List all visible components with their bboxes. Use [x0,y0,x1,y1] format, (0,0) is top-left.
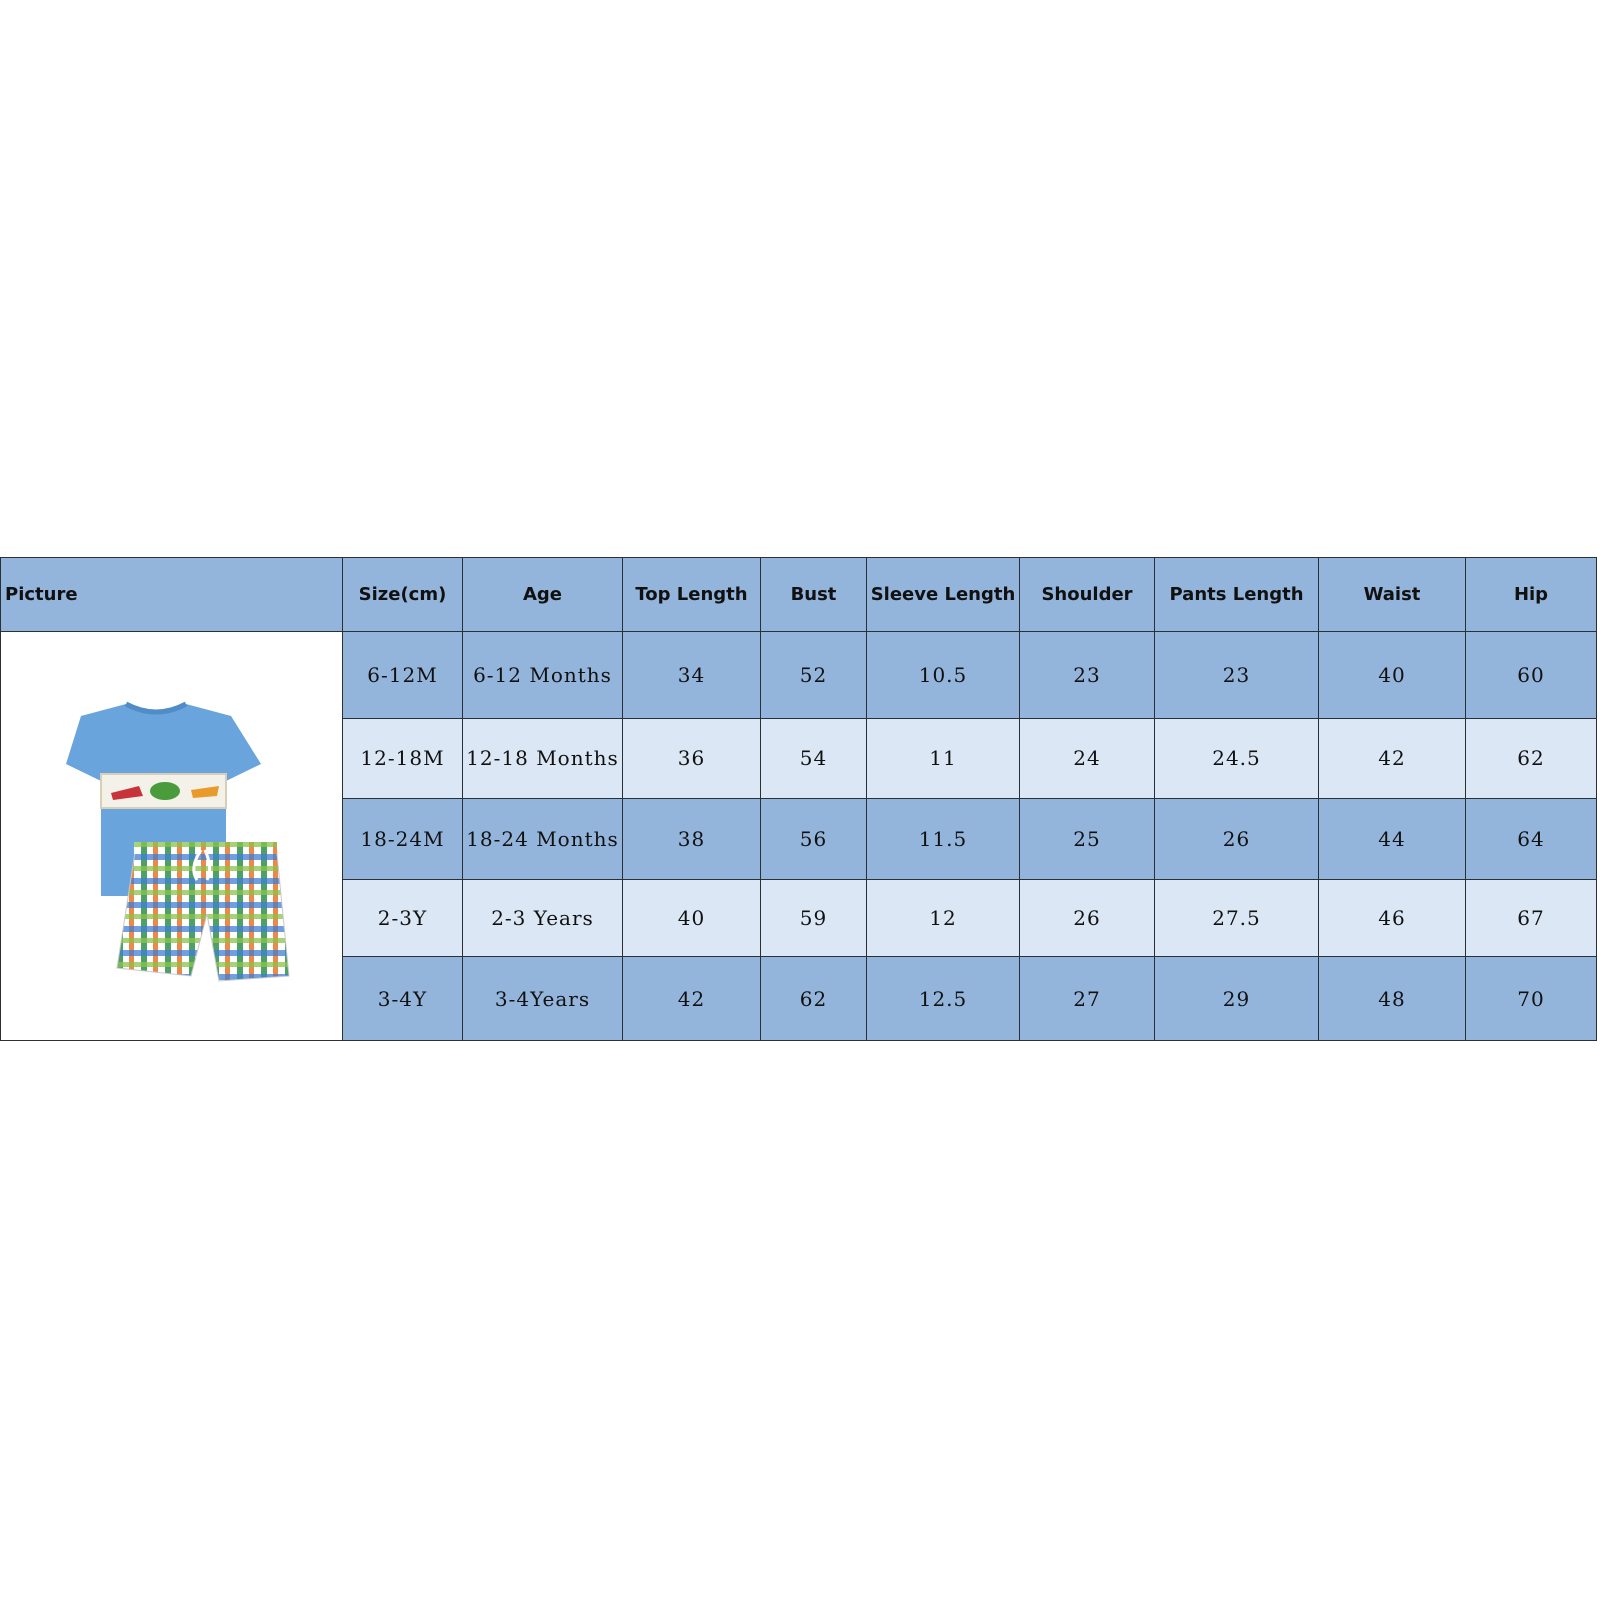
cell-bust: 62 [761,957,867,1041]
cell-sleeve-length: 11.5 [867,799,1020,880]
product-picture [21,686,301,986]
header-picture: Picture [1,558,343,632]
cell-sleeve-length: 10.5 [867,632,1020,719]
cell-top-length: 36 [623,718,761,799]
cell-top-length: 40 [623,879,761,957]
shorts-shape [117,844,289,981]
cell-shoulder: 25 [1020,799,1155,880]
cell-pants-length: 27.5 [1155,879,1319,957]
cell-top-length: 38 [623,799,761,880]
header-pants-length: Pants Length [1155,558,1319,632]
cell-shoulder: 27 [1020,957,1155,1041]
cell-hip: 60 [1466,632,1597,719]
cell-size: 12-18M [343,718,463,799]
cell-hip: 62 [1466,718,1597,799]
cell-size: 6-12M [343,632,463,719]
size-chart-table [0,557,1597,1041]
cell-age: 3-4Years [463,957,623,1041]
cell-top-length: 34 [623,632,761,719]
cell-pants-length: 24.5 [1155,718,1319,799]
header-top-length: Top Length [623,558,761,632]
cell-bust: 52 [761,632,867,719]
cell-bust: 56 [761,799,867,880]
cell-age: 18-24 Months [463,799,623,880]
header-size: Size(cm) [343,558,463,632]
cell-size: 18-24M [343,799,463,880]
cell-sleeve-length: 11 [867,718,1020,799]
cell-waist: 40 [1319,632,1466,719]
cell-bust: 54 [761,718,867,799]
cell-age: 12-18 Months [463,718,623,799]
cell-size: 2-3Y [343,879,463,957]
cell-pants-length: 26 [1155,799,1319,880]
cell-hip: 70 [1466,957,1597,1041]
cell-top-length: 42 [623,957,761,1041]
cell-age: 2-3 Years [463,879,623,957]
cell-waist: 48 [1319,957,1466,1041]
cell-sleeve-length: 12 [867,879,1020,957]
cell-sleeve-length: 12.5 [867,957,1020,1041]
header-waist: Waist [1319,558,1466,632]
cell-shoulder: 23 [1020,632,1155,719]
cell-shoulder: 26 [1020,879,1155,957]
cell-waist: 46 [1319,879,1466,957]
header-bust: Bust [761,558,867,632]
header-hip: Hip [1466,558,1597,632]
header-sleeve-length: Sleeve Length [867,558,1020,632]
cell-shoulder: 24 [1020,718,1155,799]
cell-hip: 67 [1466,879,1597,957]
size-chart [0,557,1596,1041]
header-age: Age [463,558,623,632]
cell-pants-length: 29 [1155,957,1319,1041]
cell-pants-length: 23 [1155,632,1319,719]
header-shoulder: Shoulder [1020,558,1155,632]
table-row [1,632,1597,719]
cell-waist: 44 [1319,799,1466,880]
cell-age: 6-12 Months [463,632,623,719]
product-picture-cell [1,632,343,1041]
cell-size: 3-4Y [343,957,463,1041]
cell-bust: 59 [761,879,867,957]
cell-hip: 64 [1466,799,1597,880]
cell-waist: 42 [1319,718,1466,799]
header-row [1,558,1597,632]
